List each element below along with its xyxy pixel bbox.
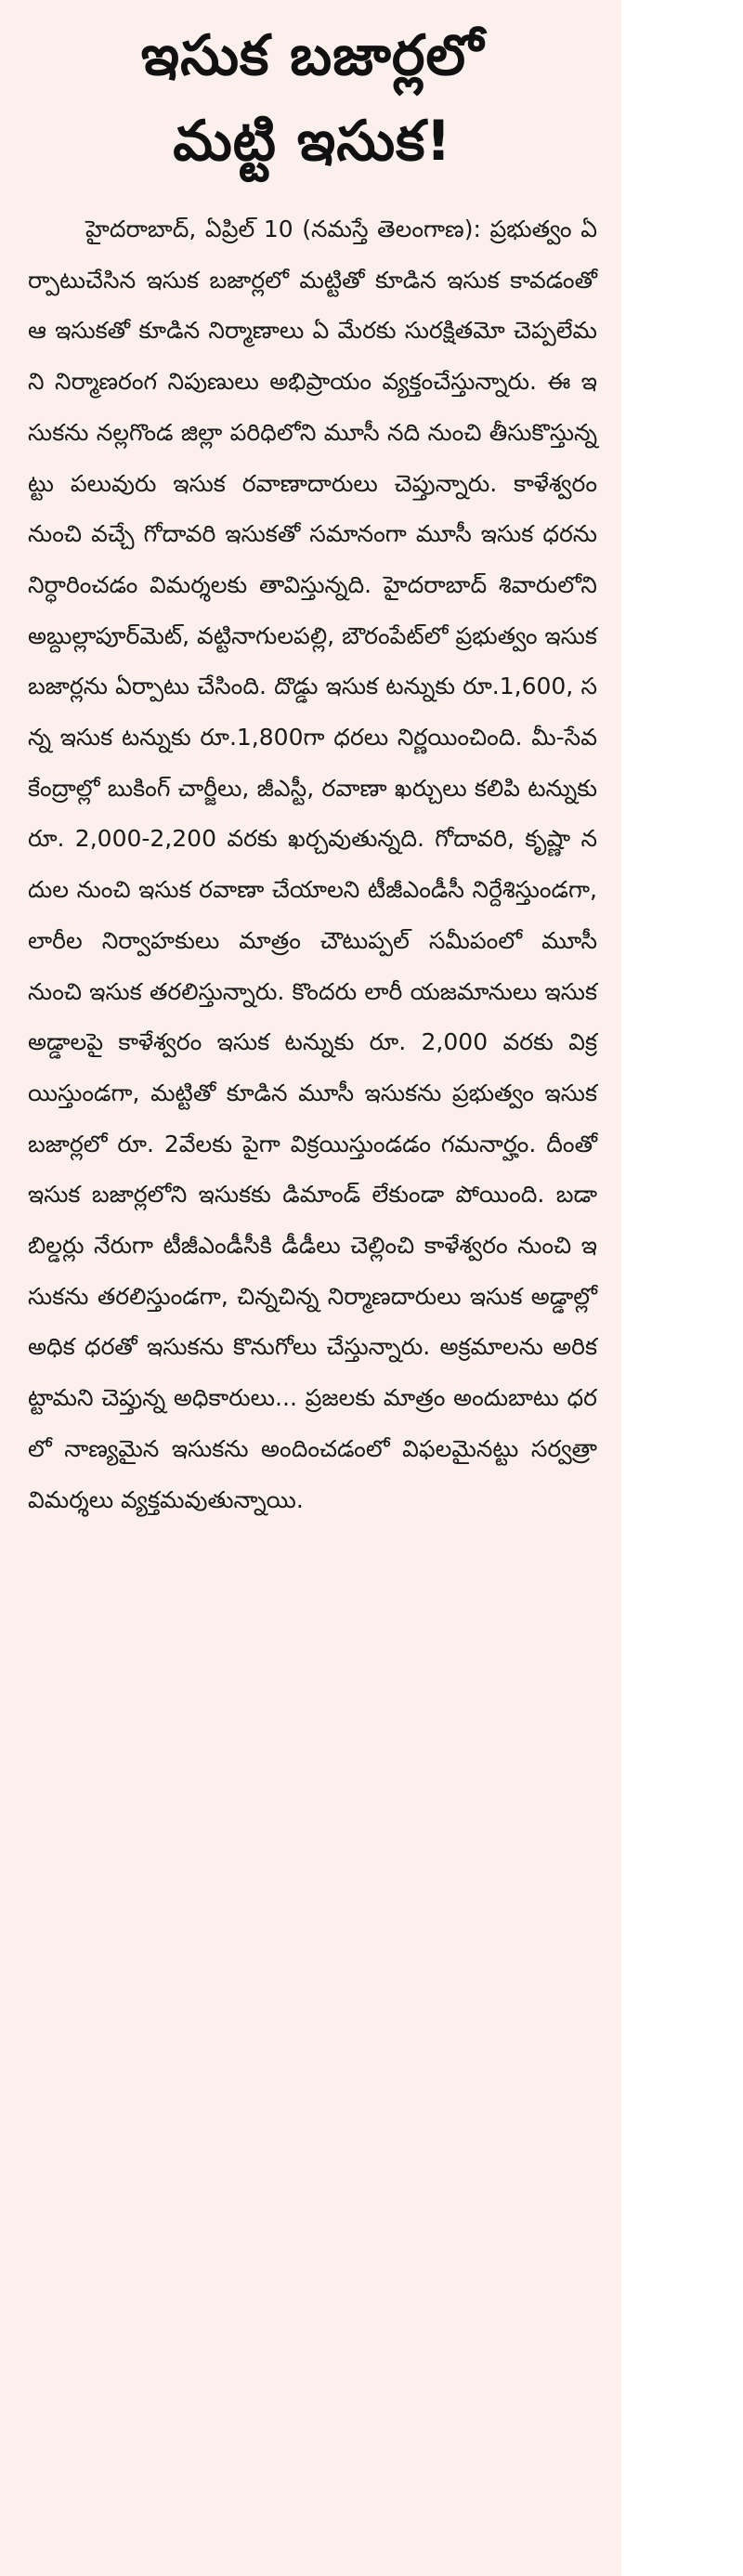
article-body [28,204,597,1525]
headline-line-2: మట్టి ఇసుక! [173,109,452,174]
article-headline [28,13,597,184]
article-body-text: ప్రభుత్వం ఏర్పాటుచేసిన ఇసుక బజార్లలో మట్టితో కూడిన ఇసుక కావడంతో ఆ ఇసుకతో కూడిన నిర్మాణాలు ఏ మేరకు సురక్షితమో చెప్పలేమని నిర్మాణరంగ నిపుణులు అభిప్రాయం వ్యక్తంచేస్తున్నారు. ఈ ఇసుకను నల్లగొండ జిల్లా పరిధిలోని మూసీ నది నుంచి తీసుకొస్తున్నట్టు పలువురు ఇసుక రవాణాదారులు చెప్తున్నారు. కాళేశ్వరం నుంచి వచ్చే గోదావరి ఇసుకతో సమానంగా మూసీ ఇసుక ధరను నిర్ధారించడం విమర్శలకు తావిస్తున్నది. హైదరాబాద్ శివారులోని అబ్దుల్లాపూర్‌మెట్, వట్టినాగులపల్లి, బౌరంపేట్‌లో ప్రభుత్వం ఇసుక బజార్లను ఏర్పాటు చేసింది. దొడ్డు ఇసుక టన్నుకు రూ.1,600, సన్న ఇసుక టన్నుకు రూ.1,800గా ధరలు నిర్ణయించింది. మీ-సేవ కేంద్రాల్లో బుకింగ్ చార్జీలు, జీఎస్టీ, రవాణా ఖర్చులు కలిపి టన్నుకు రూ. 2,000-2,200 వరకు ఖర్చవుతున్నది. గోదావరి, కృష్ణా నదుల నుంచి ఇసుక రవాణా చేయాలని టీజీఎండీసీ నిర్దేశిస్తుండగా, లారీల నిర్వాహకులు మాత్రం చౌటుప్పల్ సమీపంలో మూసీ నుంచి ఇసుక తరలిస్తున్నారు. కొందరు లారీ యజమానులు ఇసుక అడ్డాలపై కాళేశ్వరం ఇసుక టన్నుకు రూ. 2,000 వరకు విక్రయిస్తుండగా, మట్టితో కూడిన మూసీ ఇసుకను ప్రభుత్వం ఇసుక బజార్లలో రూ. 2వేలకు పైగా విక్రయిస్తుండడం గమనార్హం. దీంతో ఇసుక బజార్లలోని ఇసుకకు డిమాండ్ లేకుండా పోయింది. బడా బిల్డర్లు నేరుగా టీజీఎండీసీకి డీడీలు చెల్లించి కాళేశ్వరం నుంచి ఇసుకను తరలిస్తుండగా, చిన్నచిన్న నిర్మాణదారులు ఇసుక అడ్డాల్లో అధిక ధరతో ఇసుకను కొనుగోలు చేస్తున్నారు. అక్రమాలను అరికట్టామని చెప్తున్న అధికారులు... ప్రజలకు మాత్రం అందుబాటు ధరలో నాణ్యమైన ఇసుకను అందించడంలో విఫలమైనట్టు సర్వత్రా విమర్శలు వ్యక్తమవుతున్నాయి. [28,216,597,1513]
headline-line-1: ఇసుక బజార్లలో [140,23,485,88]
article-dateline: హైదరాబాద్, ఏప్రిల్ 10 (నమస్తే తెలంగాణ): [85,216,481,242]
page-margin [621,0,743,2576]
